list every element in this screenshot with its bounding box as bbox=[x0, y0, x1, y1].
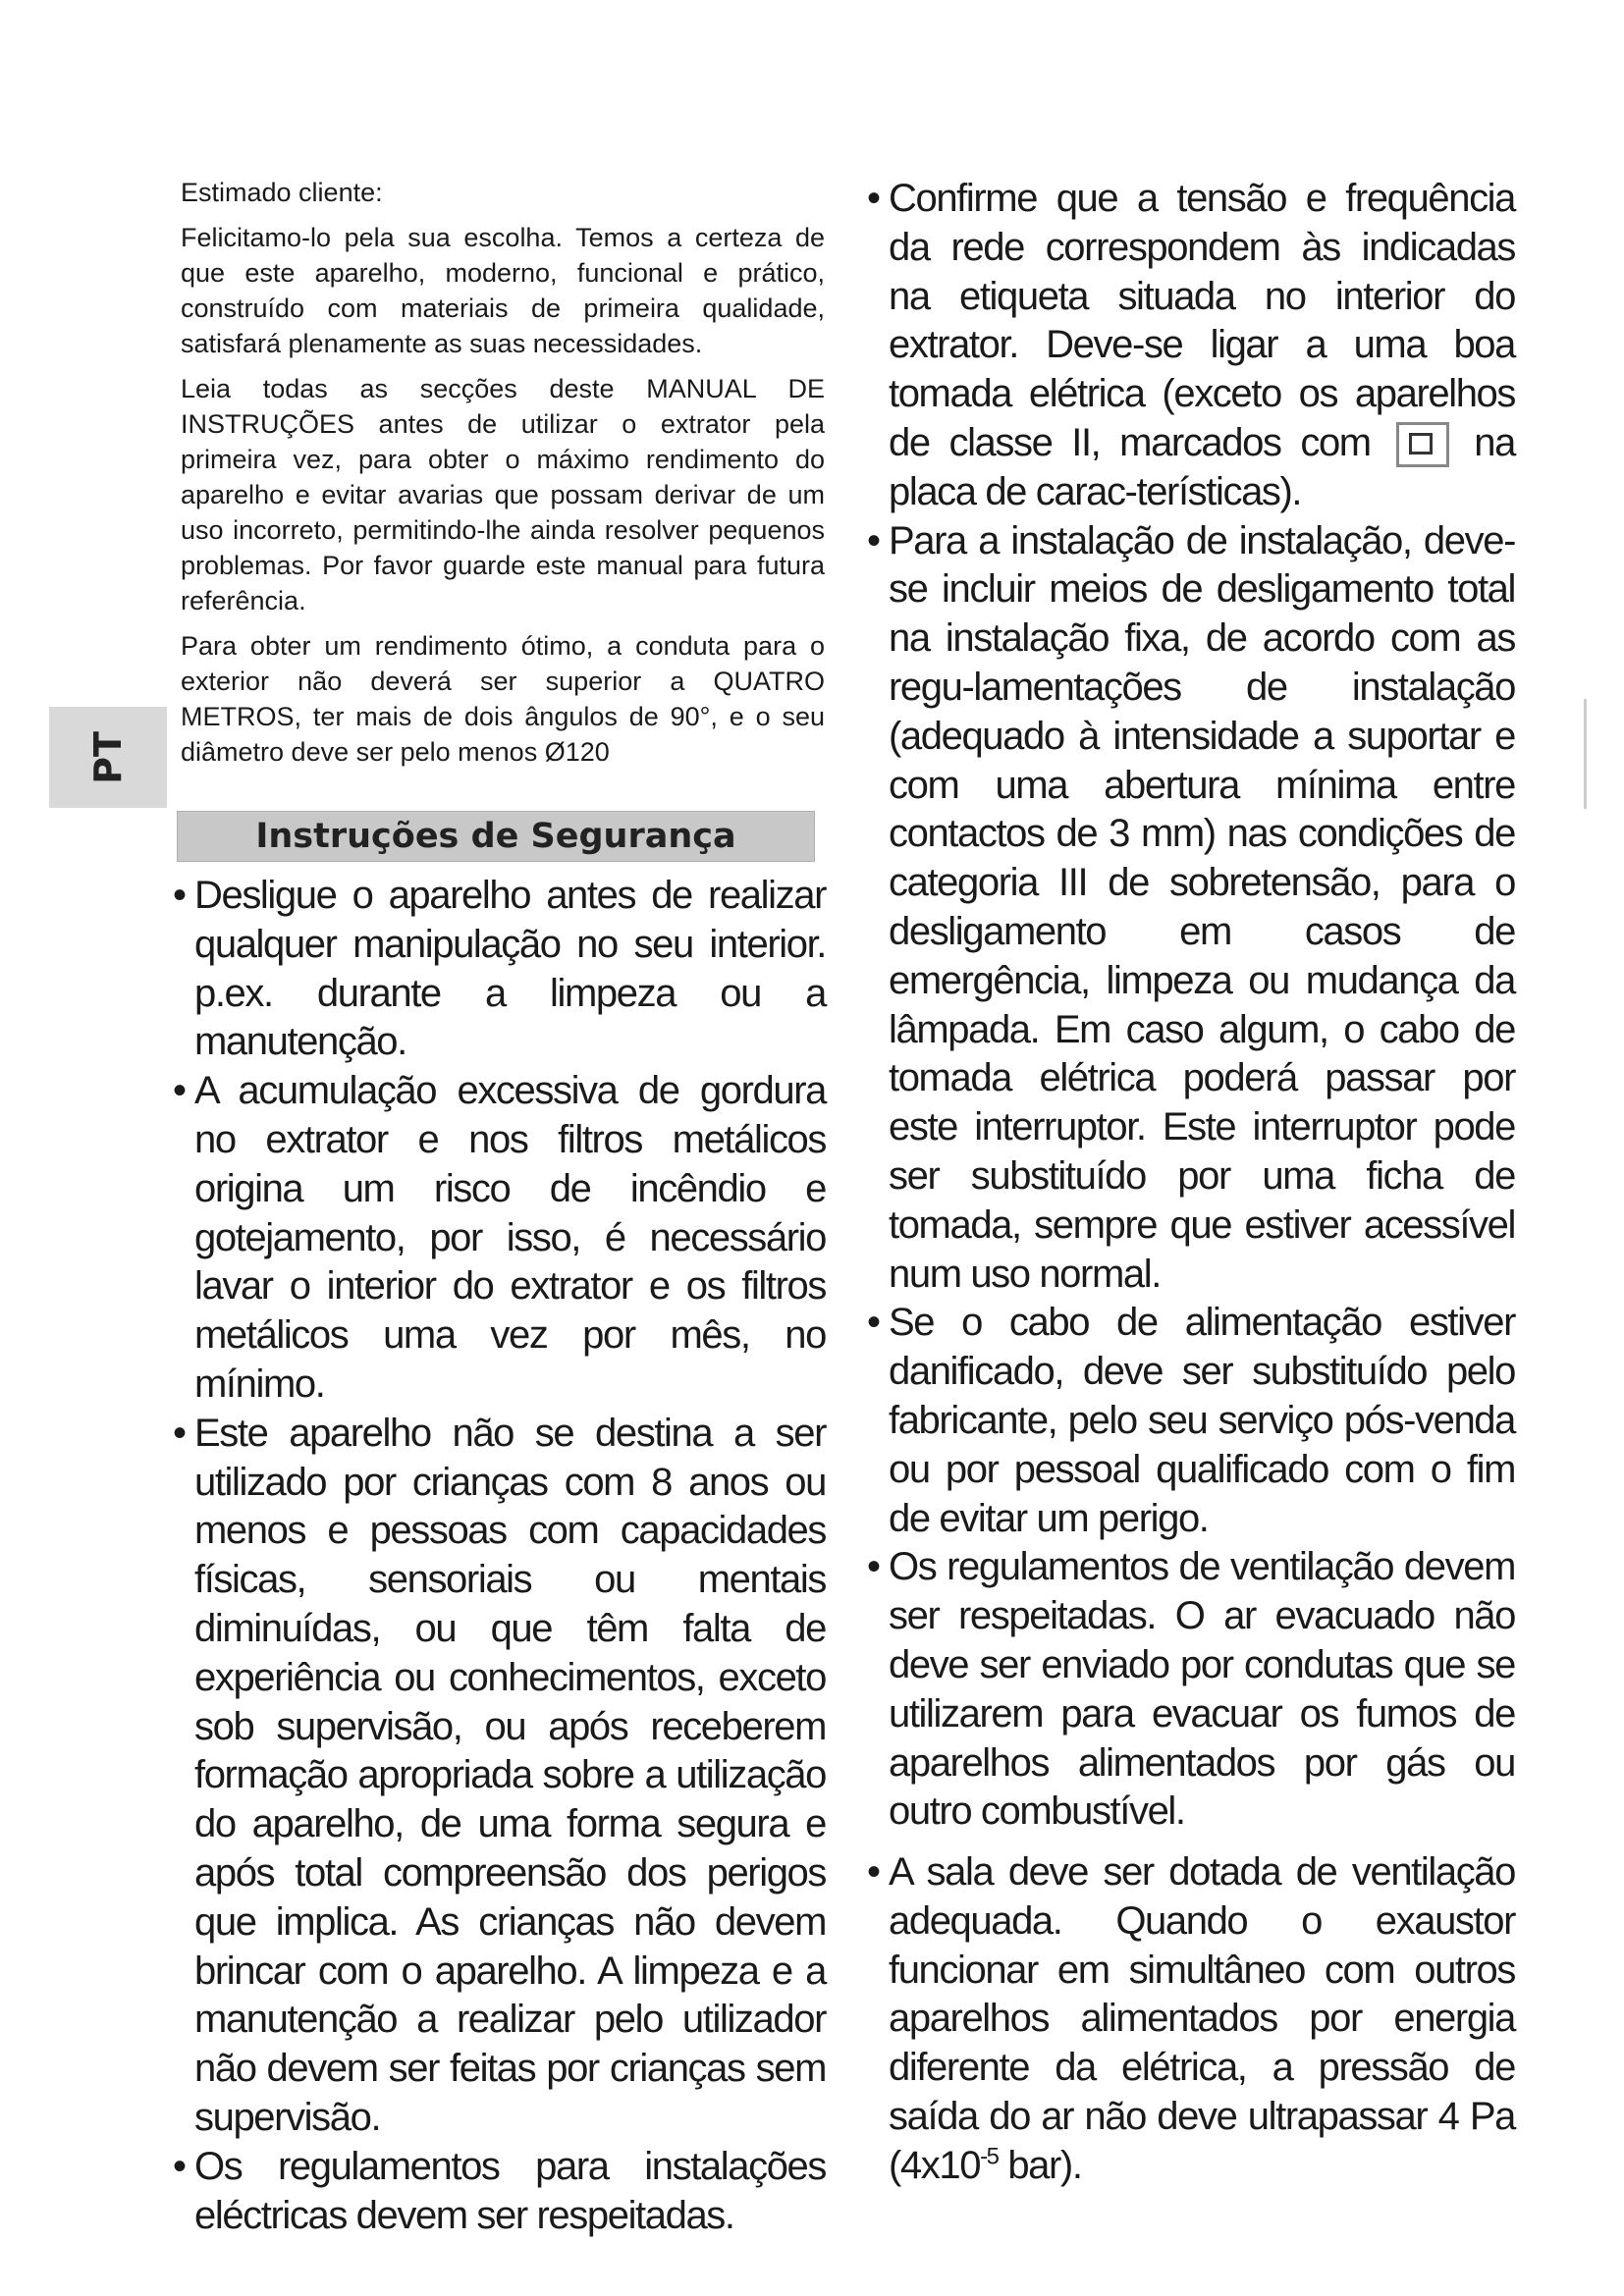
intro-paragraph-2: Leia todas as secções deste MANUAL DE INSTRUÇÕES antes de utilizar o extrator pela primeira vez, para obter o máximo rendimento do aparelho e evitar avarias que possam derivar de um uso incorreto, permitindo-lhe ainda resolver pequenos problemas. Por favor guarde este manual para futura referência. bbox=[181, 374, 825, 615]
safety-item bbox=[867, 175, 1515, 517]
safety-list-right bbox=[867, 175, 1515, 2191]
safety-item-text: A sala deve ser dotada de ventilação adequada. Quando o exaustor funcionar em simultâneo com outros aparelhos alimentados por energia diferente da elétrica, a pressão de saída do ar não deve ultrapassar 4 Pa (4x10 bbox=[889, 1850, 1515, 2187]
safety-item: • Se o cabo de alimentação estiver danificado, deve ser substituído pelo fabricante, pelo seu serviço pós-venda ou por pessoal qualificado com o fim de evitar um perigo. bbox=[867, 1299, 1515, 1543]
intro-paragraph-3: Para obter um rendimento ótimo, a conduta para o exterior não deverá ser superior a QUATRO METROS, ter mais de dois ângulos de 90°, e o seu diâmetro deve ser pelo menos Ø120 bbox=[181, 631, 825, 767]
safety-item-text: Confirme que a tensão e frequência da rede correspondem às indicadas na etiqueta situada no interior do extrator. Deve-se ligar a uma boa tomada elétrica (exceto os aparelhos de classe II, marcados com bbox=[889, 177, 1515, 464]
safety-list-left bbox=[173, 872, 826, 2240]
safety-item: • A acumulação excessiva de gordura no extrator e nos filtros metálicos origina um risco de incêndio e gotejamento, por isso, é necessário lavar o interior do extrator e os filtros metálicos uma vez por mês, no mínimo. bbox=[173, 1067, 826, 1410]
language-tab bbox=[49, 707, 167, 808]
safety-item-text: bar). bbox=[998, 2143, 1082, 2187]
safety-item: • Os regulamentos para instalações eléctricas devem ser respeitadas. bbox=[173, 2143, 826, 2241]
safety-item: • Os regulamentos de ventilação devem ser respeitadas. O ar evacuado não deve ser enviado por condutas que se utilizarem para evacuar os fumos de aparelhos alimentados por gás ou outro combustível. bbox=[867, 1543, 1515, 1837]
safety-item bbox=[867, 1848, 1515, 2191]
safety-item: • Desligue o aparelho antes de realizar qualquer manipulação no seu interior. p.ex. durante a limpeza ou a manutenção. bbox=[173, 872, 826, 1067]
intro-section bbox=[181, 175, 825, 779]
section-title: Instruções de Segurança bbox=[177, 811, 815, 862]
safety-item-text: na placa de carac-terísticas). bbox=[889, 420, 1515, 513]
safety-item: • Este aparelho não se destina a ser utilizado por crianças com 8 anos ou menos e pessoas com capacidades físicas, sensoriais ou mentais diminuídas, ou que têm falta de experiência ou conhecimentos, exceto sob supervisão, ou após receberem formação apropriada sobre a utilização do aparelho, de uma forma segura e após total compreensão dos perigos que implica. As crianças não devem brincar com o aparelho. A limpeza e a manutenção a realizar pelo utilizador não devem ser feitas por crianças sem supervisão. bbox=[173, 1410, 826, 2143]
superscript: -5 bbox=[980, 2143, 999, 2170]
language-tab-label: PT bbox=[86, 730, 130, 784]
class-ii-icon bbox=[1396, 422, 1449, 467]
intro-paragraph-1: Felicitamo-lo pela sua escolha. Temos a certeza de que este aparelho, moderno, funcional e prático, construído com materiais de primeira qualidade, satisfará plenamente as suas necessidades. bbox=[181, 223, 825, 358]
safety-item: • Para a instalação de instalação, deve-se incluir meios de desligamento total na instalação fixa, de acordo com as regu-lamentações de instalação (adequado à intensidade a suportar e com uma abertura mínima entre contactos de 3 mm) nas condições de categoria III de sobretensão, para o desligamento em casos de emergência, limpeza ou mudança da lâmpada. Em caso algum, o cabo de tomada elétrica poderá passar por este interruptor. Este interruptor pode ser substituído por uma ficha de tomada, sempre que estiver acessível num uso normal. bbox=[867, 517, 1515, 1300]
edge-marker bbox=[1584, 699, 1587, 809]
greeting: Estimado cliente: bbox=[181, 178, 383, 207]
